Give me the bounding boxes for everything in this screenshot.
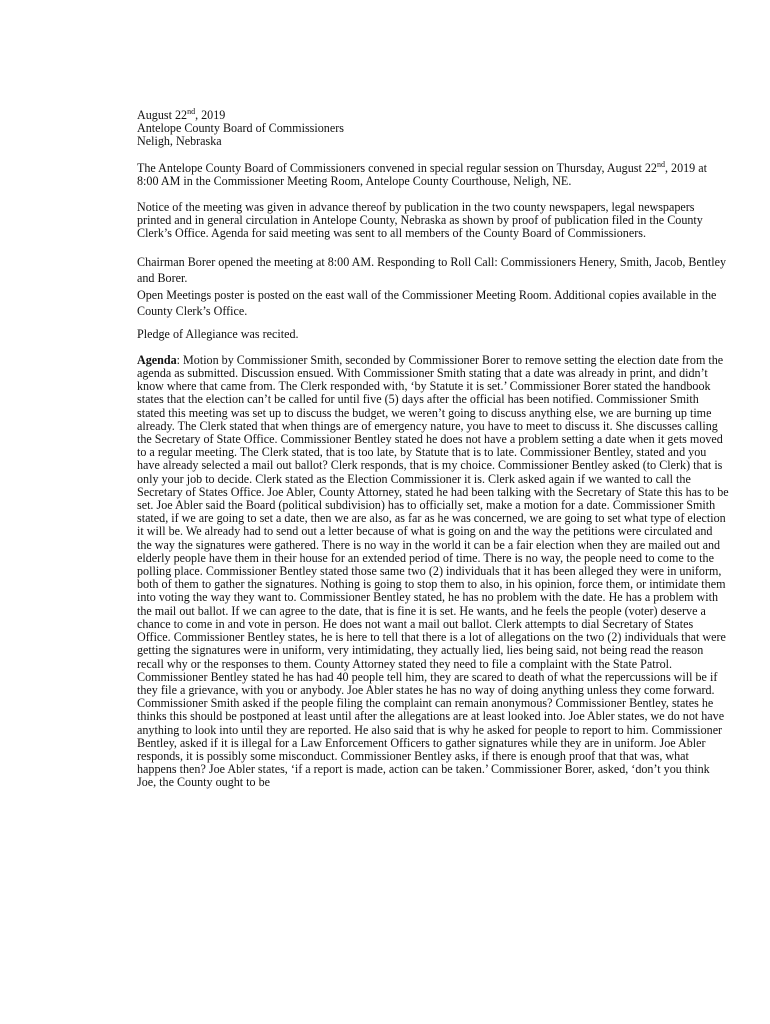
agenda-text: : Motion by Commissioner Smith, seconded by Commissioner Borer to remove setting the election date from the agenda as submitted. Discussion ensued. With Commissioner Smith stating that a date was already in print, and didn’t know where that came from. The Clerk responded with, ‘by Statute it is set.’ Commissioner Borer stated the handbook states that the election can’t be called for until five (5) days after the official has been notified. Commissioner Smith stated this meeting was set up to discuss the budget, we weren’t going to discuss anything else, we are burning up time already. The Clerk stated that when things are of emergency nature, you have to meet to discuss it. She discusses calling the Secretary of State Office. Commissioner Bentley stated he does not have a problem setting a date when it gets moved to a regular meeting. The Clerk stated, that is too late, by Statute that is to late. Commissioner Bentley, stated and you have already selected a mail out ballot? Clerk responds, that is my choice. Commissioner Bentley asked (to Clerk) that is only your job to decide. Clerk stated as the Election Commissioner it is. Clerk asked again if we wanted to call the Secretary of States Office. Joe Abler, County Attorney, stated he had been talking with the Secretary of State this has to be set. Joe Abler said the Board (political subdivision) has to officially set, make a motion for a date. Commissioner Smith stated, if we are going to set a date, then we are also, as far as he was concerned, we are going to set what type of election it will be. We already had to send out a letter because of what is going on and the way the petitions were circulated and the way the signatures were gathered. There is no way in the world it can be a fair election when they are mailed out and elderly people have them in their house for an extended period of time. There is no way, the people need to come to the polling place. Commissioner Bentley stated those same two (2) individuals that it has been alleged they were in uniform, both of them to gather the signatures. Nothing is going to stop them to also, in his opinion, force them, or intimidate them into voting the way they want to. Commissioner Bentley stated, he has no problem with the date. He has a problem with the mail out ballot. If we can agree to the date, that is fine it is set. He wants, and he feels the people (voter) deserve a chance to come in and vote in person. He does not want a mail out ballot. Clerk attempts to dial Secretary of States Office. Commissioner Bentley states, he is here to tell that there is a lot of allegations on the two (2) individuals that were getting the signatures were in uniform, very intimidating, they actually lied, lies being said, not being read the reason recall why or the responses to them. County Attorney stated they need to file a complaint with the State Patrol. Commissioner Bentley stated he has had 40 people tell him, they are scared to death of what the repercussions will be if they file a grievance, with you or anybody. Joe Abler states he has no way of doing anything unless they come forward. Commissioner Smith asked if the people filing the complaint can remain anonymous? Commissioner Bentley, states he thinks this should be postponed at least until after the allegations are at least looked into. Joe Abler states, we do not have anything to look into until they are reported. He also said that is why he asked for people to report to him. Commissioner Bentley, asked if it is illegal for a Law Enforcement Officers to gather signatures while they are in uniform. Joe Abler responds, it is possibly some misconduct. Commissioner Bentley asks, if there is enough proof that that was, what happens then? Joe Abler states, ‘if a report is made, action can be taken.’ Commissioner Borer, asked, ‘don’t you think Joe, the County ought to be	[137, 352, 729, 790]
pledge-paragraph: Pledge of Allegiance was recited.	[137, 326, 299, 341]
notice-paragraph: Notice of the meeting was given in advance thereof by publication in the two county newspapers, legal newspapers printed and in general circulation in Antelope County, Nebraska as shown by proof of publication filed in the County Clerk’s Office. Agenda for said meeting was sent to all members of the County Board of Commissioners.	[137, 200, 703, 241]
board-name: Antelope County Board of Commissioners	[137, 121, 344, 136]
meeting-date: August 22nd, 2019	[137, 107, 226, 122]
agenda-paragraph	[137, 354, 729, 790]
open-meetings-paragraph: Open Meetings poster is posted on the east wall of the Commissioner Meeting Room. Additional copies available in the County Clerk’s Office.	[137, 287, 717, 319]
meeting-location: Neligh, Nebraska	[137, 134, 222, 149]
roll-call-paragraph: Chairman Borer opened the meeting at 8:00 AM. Responding to Roll Call: Commissioners Henery, Smith, Jacob, Bentley and Borer.	[137, 254, 727, 286]
convened-paragraph: The Antelope County Board of Commissioners convened in special regular session on Thursday, August 22nd, 2019 at 8:00 AM in the Commissioner Meeting Room, Antelope County Courthouse, Neligh, NE.	[137, 159, 707, 188]
header-block	[137, 109, 729, 149]
agenda-label: Agenda	[137, 352, 177, 367]
document-body	[137, 109, 729, 790]
